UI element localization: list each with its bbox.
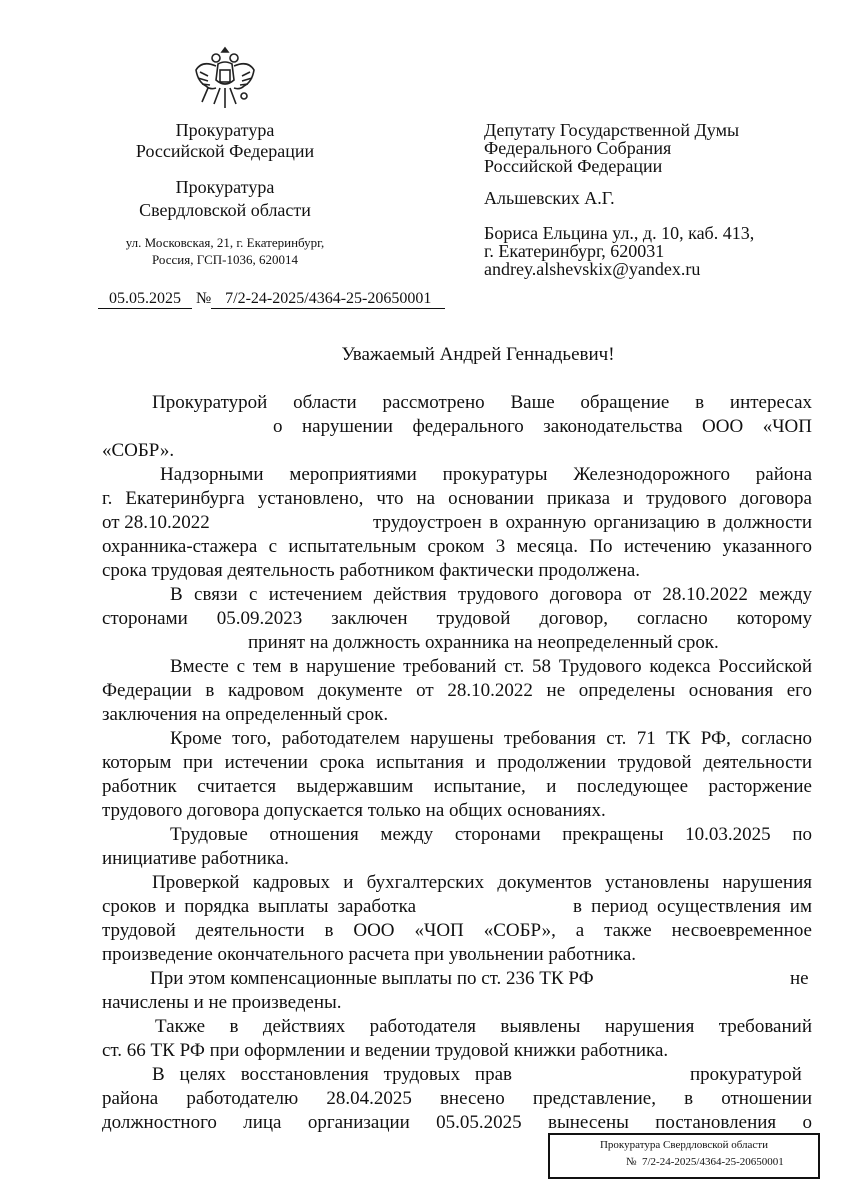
sub-org-line1: Прокуратура — [175, 177, 275, 197]
sub-org-line2: Свердловской области — [139, 200, 311, 220]
number-sign: № — [196, 290, 212, 307]
body-text-line: В целях восстановления трудовых прав — [152, 1064, 512, 1085]
body-text-line: инициативе работника. — [102, 848, 289, 869]
stamp-number — [626, 1156, 784, 1168]
body-text-line: о нарушении федерального законодательства ООО «ЧОП — [273, 416, 812, 437]
body-text-line: не — [790, 968, 809, 989]
org-name — [100, 120, 350, 162]
recipient-email: andrey.alshevskix@yandex.ru — [484, 259, 701, 279]
body-text-line: прокуратурой — [690, 1064, 802, 1085]
body-text-line: Вместе с тем в нарушение требований ст. 58 Трудового кодекса Российской — [170, 656, 812, 677]
body-text-line: охранника-стажера с испытательным сроком 3 месяца. По истечению указанного — [102, 536, 812, 557]
registration-stamp — [548, 1133, 820, 1179]
stamp-number-sign: № — [626, 1156, 637, 1168]
body-text-line: При этом компенсационные выплаты по ст. 236 ТК РФ — [150, 968, 594, 989]
body-text-line: Проверкой кадровых и бухгалтерских документов установлены нарушения — [152, 872, 812, 893]
body-text-line: которым при истечении срока испытания и продолжении трудовой деятельности — [102, 752, 812, 773]
salutation: Уважаемый Андрей Геннадьевич! — [341, 344, 615, 365]
body-text-line: работник считается выдержавшим испытание, и последующее расторжение — [102, 776, 812, 797]
body-text-line: трудовой деятельности в ООО «ЧОП «СОБР», а также несвоевременное — [102, 920, 812, 941]
body-text-line: срока трудовая деятельность работником фактически продолжена. — [102, 560, 641, 581]
outgoing-reference — [98, 290, 445, 309]
org-address — [100, 234, 350, 268]
body-text-line: сторонами 05.09.2023 заключен трудовой договор, согласно которому — [102, 608, 812, 629]
body-text-line: принят на должность охранника на неопределенный срок. — [248, 632, 719, 653]
recipient-line1: Депутату Государственной Думы — [484, 120, 740, 140]
body-text-line: от 28.10.2022 — [102, 512, 210, 533]
body-text-line: трудоустроен в охранную организацию в должности — [373, 512, 812, 533]
body-text-line: г. Екатеринбурга установлено, что на основании приказа и трудового договора — [102, 488, 812, 509]
recipient-title — [484, 121, 739, 175]
body-text-line: должностного лица организации 05.05.2025 вынесены постановления о — [102, 1112, 812, 1133]
letter-number: 7/2-24-2025/4364-25-20650001 — [211, 290, 445, 309]
body-text-line: заключения на определенный срок. — [102, 704, 389, 725]
recipient-line3: Российской Федерации — [484, 156, 663, 176]
org-address-line2: Россия, ГСП-1036, 620014 — [152, 252, 298, 267]
body-text-line: Кроме того, работодателем нарушены требования ст. 71 ТК РФ, согласно — [170, 728, 812, 749]
body-text-line: ст. 66 ТК РФ при оформлении и ведении трудовой книжки работника. — [102, 1040, 669, 1061]
body-text-line: Трудовые отношения между сторонами прекращены 10.03.2025 по — [170, 824, 812, 845]
body-text-line: Прокуратурой области рассмотрено Ваше обращение в интересах — [152, 392, 812, 413]
recipient-address-line1: Бориса Ельцина ул., д. 10, каб. 413, — [484, 223, 755, 243]
body-text-line: начислены и не произведены. — [102, 992, 342, 1013]
recipient-address — [484, 224, 754, 278]
stamp-org: Прокуратура Свердловской области — [599, 1139, 769, 1151]
body-text-line: Федерации в кадровом документе от 28.10.2022 не определены основания его — [102, 680, 812, 701]
recipient-name: Альшевских А.Г. — [484, 188, 615, 208]
body-text-line: трудового договора допускается только на общих основаниях. — [102, 800, 606, 821]
org-name-line2: Российской Федерации — [135, 141, 315, 161]
body-text-line: Надзорными мероприятиями прокуратуры Железнодорожного района — [160, 464, 812, 485]
stamp-number-value: 7/2-24-2025/4364-25-20650001 — [642, 1156, 784, 1168]
body-text-line: Также в действиях работодателя выявлены нарушения требований — [155, 1016, 812, 1037]
body-text-line: района работодателю 28.04.2025 внесено представление, в отношении — [102, 1088, 812, 1109]
sub-org-name — [100, 176, 350, 222]
body-text-line: в период осуществления им — [573, 896, 812, 917]
org-address-line1: ул. Московская, 21, г. Екатеринбург, — [125, 235, 325, 250]
body-text-line: В связи с истечением действия трудового договора от 28.10.2022 между — [170, 584, 812, 605]
recipient-address-line2: г. Екатеринбург, 620031 — [484, 241, 665, 261]
recipient-line2: Федерального Собрания — [484, 138, 672, 158]
body-text-line: сроков и порядка выплаты заработка — [102, 896, 416, 917]
body-text-line: «СОБР». — [102, 440, 175, 461]
letter-date: 05.05.2025 — [98, 290, 192, 309]
org-name-line1: Прокуратура — [175, 120, 275, 140]
coat-of-arms-emblem — [192, 44, 258, 114]
body-text-line: произведение окончательного расчета при увольнении работника. — [102, 944, 637, 965]
